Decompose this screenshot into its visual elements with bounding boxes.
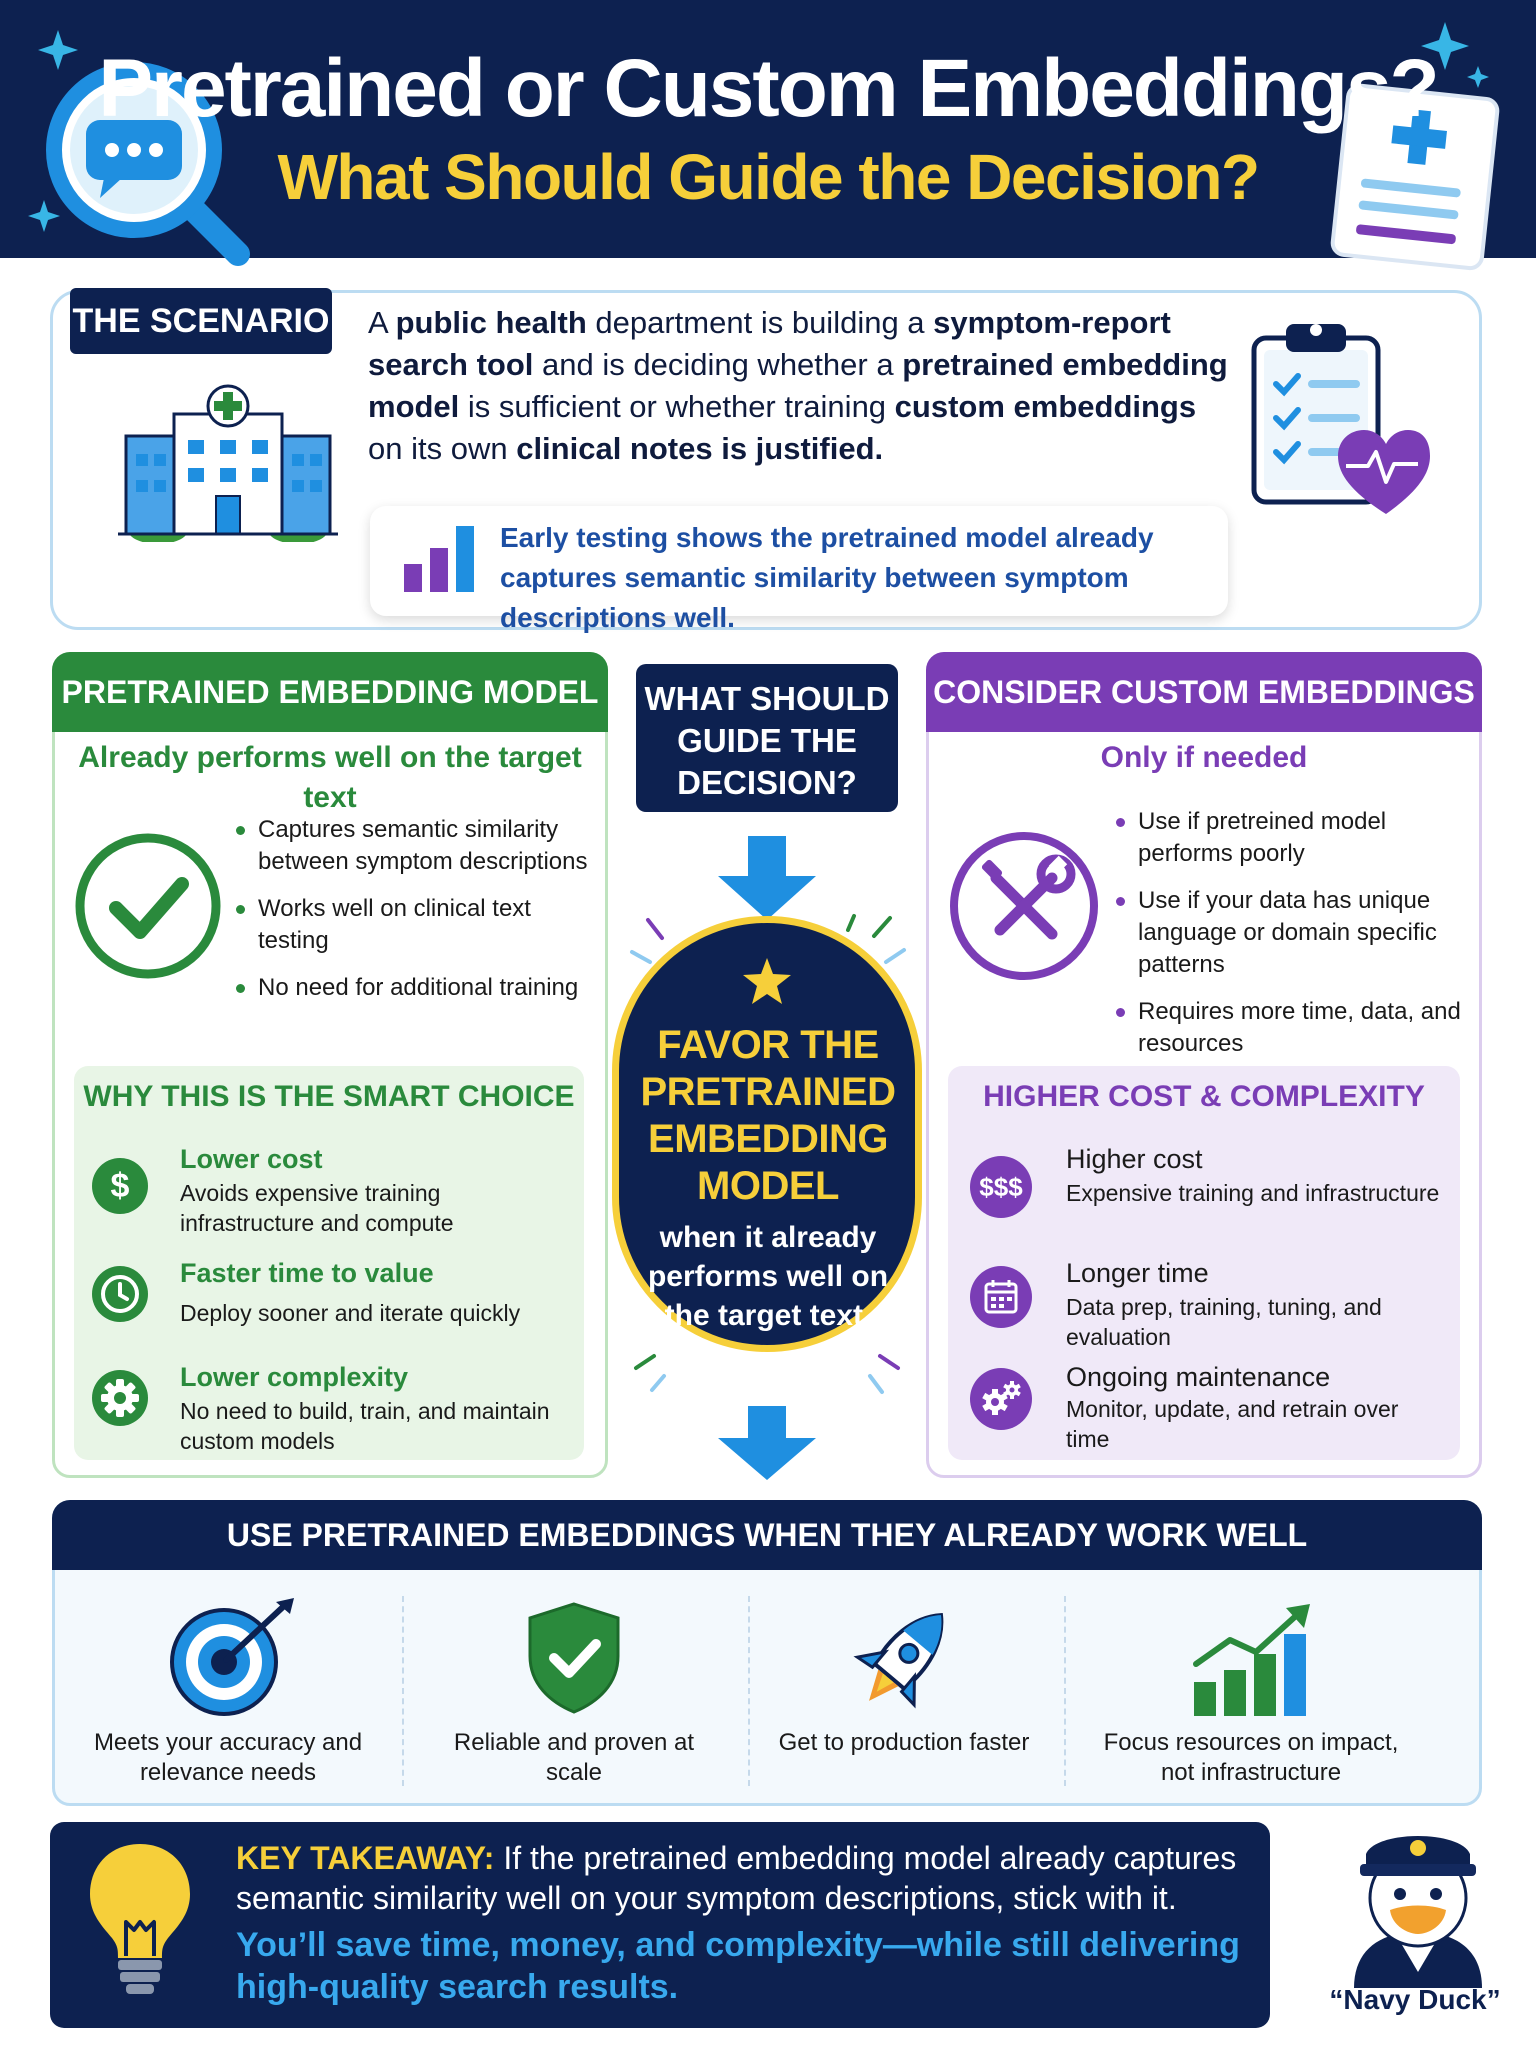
custom-heading: CONSIDER CUSTOM EMBEDDINGS — [926, 652, 1482, 732]
checkmark-circle-icon — [72, 830, 224, 982]
takeaway-body: If the pretrained embedding model already captures semantic similarity well on your symptom descriptions, stick with it. — [236, 1840, 1237, 1916]
verdict-heading: FAVOR THE PRETRAINED EMBEDDING MODEL — [640, 1023, 896, 1208]
cost-title: Higher cost — [1066, 1144, 1203, 1174]
shield-check-icon — [524, 1600, 624, 1716]
takeaway-text — [236, 1838, 1256, 1918]
scenario-segment: A — [368, 305, 396, 340]
reason-desc: Avoids expensive training infrastructure and compute — [180, 1180, 454, 1236]
scenario-badge: THE SCENARIO — [70, 288, 332, 354]
pretrained-heading: PRETRAINED EMBEDDING MODEL — [52, 652, 608, 732]
dollar-icon: $ — [92, 1158, 148, 1214]
reason-title: Faster time to value — [180, 1258, 434, 1288]
scenario-emphasis: symptom-report search tool — [368, 305, 1171, 382]
reason-title: Lower cost — [180, 1144, 323, 1174]
arrow-down-icon — [718, 1406, 816, 1480]
benefit-label: Focus resources on impact, not infrastructure — [1103, 1729, 1399, 1786]
scenario-segment: department is building a — [586, 305, 934, 340]
star-icon — [741, 956, 793, 1006]
divider — [402, 1596, 404, 1786]
rocket-icon — [846, 1596, 964, 1720]
cost-title: Longer time — [1066, 1258, 1209, 1288]
scenario-emphasis: clinical notes is justified. — [516, 431, 884, 466]
divider — [748, 1596, 750, 1786]
list-item: Requires more time, data, and resources — [1112, 996, 1472, 1060]
navy-duck-mascot — [1336, 1812, 1500, 1988]
cost-desc: Monitor, update, and retrain over time — [1066, 1396, 1399, 1452]
list-item: Captures semantic similarity between symptom descriptions — [232, 814, 602, 878]
lightbulb-icon — [82, 1838, 198, 2002]
bar-chart-icon — [402, 522, 482, 594]
cost-title: Ongoing maintenance — [1066, 1362, 1331, 1392]
mascot-caption: “Navy Duck” — [1329, 1984, 1501, 2015]
money-icon: $$$ — [970, 1156, 1032, 1218]
benefit-label: Reliable and proven at scale — [453, 1729, 695, 1786]
takeaway-highlight: You’ll save time, money, and complexity—while still delivering high-quality search results. — [236, 1926, 1240, 2006]
pretrained-subheading: Already performs well on the target text — [78, 741, 582, 814]
cost-complexity-title: HIGHER COST & COMPLEXITY — [983, 1080, 1425, 1113]
why-smart-title: WHY THIS IS THE SMART CHOICE — [83, 1080, 575, 1113]
callout-text: Early testing shows the pretrained model already captures semantic similarity between symptom descriptions well. — [500, 522, 1154, 633]
scenario-text — [368, 302, 1228, 470]
list-item: Works well on clinical text testing — [232, 893, 602, 957]
scenario-segment: on its own — [368, 431, 517, 466]
reason-desc: No need to build, train, and maintain custom models — [180, 1398, 550, 1454]
custom-subheading: Only if needed — [1100, 741, 1308, 774]
benefit-label: Meets your accuracy and relevance needs — [93, 1729, 363, 1786]
clipboard-heart-icon — [1248, 314, 1430, 522]
scenario-emphasis: public health — [395, 305, 587, 340]
arrow-down-icon — [718, 836, 816, 920]
decision-question-box: WHAT SHOULD GUIDE THE DECISION? — [636, 664, 898, 812]
gears-icon — [970, 1368, 1032, 1430]
page-subtitle: What Should Guide the Decision? — [277, 141, 1259, 213]
gear-icon — [92, 1370, 148, 1426]
benefits-heading: USE PRETRAINED EMBEDDINGS WHEN THEY ALREADY WORK WELL — [52, 1500, 1482, 1570]
takeaway-label: KEY TAKEAWAY: — [236, 1840, 495, 1876]
scenario-emphasis: custom embeddings — [894, 389, 1197, 424]
custom-bullets — [1112, 806, 1472, 1075]
list-item: Use if your data has unique language or domain specific patterns — [1112, 885, 1472, 981]
reason-title: Lower complexity — [180, 1362, 409, 1392]
cost-desc: Data prep, training, tuning, and evaluation — [1066, 1294, 1382, 1350]
wrench-screwdriver-icon — [946, 828, 1102, 984]
benefit-label: Get to production faster — [778, 1729, 1030, 1756]
pretrained-bullets — [232, 814, 602, 1019]
growth-chart-icon — [1190, 1600, 1316, 1718]
reason-desc: Deploy sooner and iterate quickly — [180, 1300, 521, 1326]
scenario-segment: is sufficient or whether training — [459, 389, 895, 424]
list-item: Use if pretreined model performs poorly — [1112, 806, 1472, 870]
scenario-emphasis: pretrained embedding model — [368, 347, 1228, 424]
verdict-detail: when it already performs well on the target text. — [647, 1221, 889, 1332]
scenario-segment: and is deciding whether a — [533, 347, 903, 382]
cost-desc: Expensive training and infrastructure — [1066, 1180, 1440, 1206]
page-title: Pretrained or Custom Embeddings? — [98, 43, 1438, 134]
list-item: No need for additional training — [232, 972, 602, 1004]
calendar-icon — [970, 1266, 1032, 1328]
hospital-icon — [118, 384, 338, 542]
divider — [1064, 1596, 1066, 1786]
clock-icon — [92, 1266, 148, 1322]
target-icon — [166, 1596, 300, 1716]
